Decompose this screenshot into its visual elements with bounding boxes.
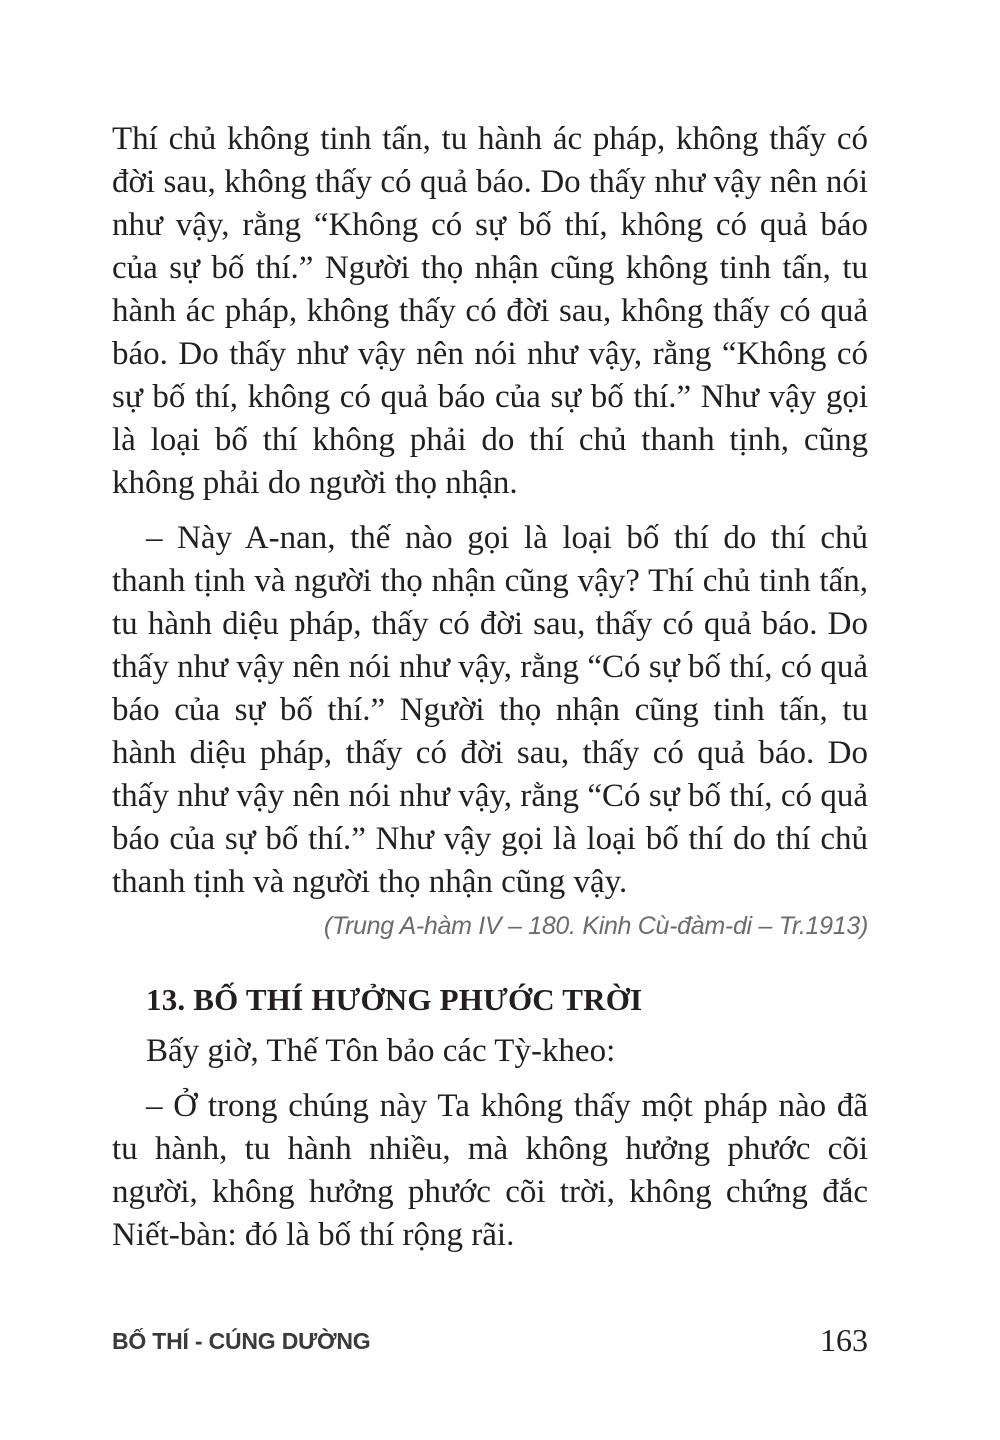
page-footer [112,1322,868,1366]
body-paragraph: Bấy giờ, Thế Tôn bảo các Tỳ-kheo: [146,1033,616,1069]
page-number: 163 [820,1322,868,1358]
body-paragraph: – Ở trong chúng này Ta không thấy một pháp nào đã tu hành, tu hành nhiều, mà không hưởng phước cõi người, không hưởng phước cõi trời, không chứng đắc Niết-bàn: đó là bố thí rộng rãi. [112,1088,868,1253]
body-paragraph: – Này A-nan, thế nào gọi là loại bố thí do thí chủ thanh tịnh và người thọ nhận cũng vậy? Thí chủ tinh tấn, tu hành diệu pháp, thấy có đời sau, thấy có quả báo. Do thấy như vậy nên nói như vậy, rằng “Có sự bố thí, có quả báo của sự bố thí.” Người thọ nhận cũng tinh tấn, tu hành diệu pháp, thấy có đời sau, thấy có quả báo. Do thấy như vậy nên nói như vậy, rằng “Có sự bố thí, có quả báo của sự bố thí.” Như vậy gọi là loại bố thí do thí chủ thanh tịnh và người thọ nhận cũng vậy. [112,520,868,900]
running-head: BỐ THÍ - CÚNG DƯỜNG [112,1328,371,1354]
body-paragraph: Thí chủ không tinh tấn, tu hành ác pháp, không thấy có đời sau, không thấy có quả báo. Do thấy như vậy nên nói như vậy, rằng “Không có sự bố thí, không có quả báo của sự bố thí.” Người thọ nhận cũng không tinh tấn, tu hành ác pháp, không thấy có đời sau, không thấy có quả báo. Do thấy như vậy nên nói như vậy, rằng “Không có sự bố thí, không có quả báo của sự bố thí.” Như vậy gọi là loại bố thí không phải do thí chủ thanh tịnh, cũng không phải do người thọ nhận. [112,121,868,501]
section-heading: 13. BỐ THÍ HƯỞNG PHƯỚC TRỜI [146,982,643,1017]
citation: (Trung A-hàm IV – 180. Kinh Cù-đàm-di – Tr.1913) [323,912,868,940]
page-body [112,118,868,1257]
